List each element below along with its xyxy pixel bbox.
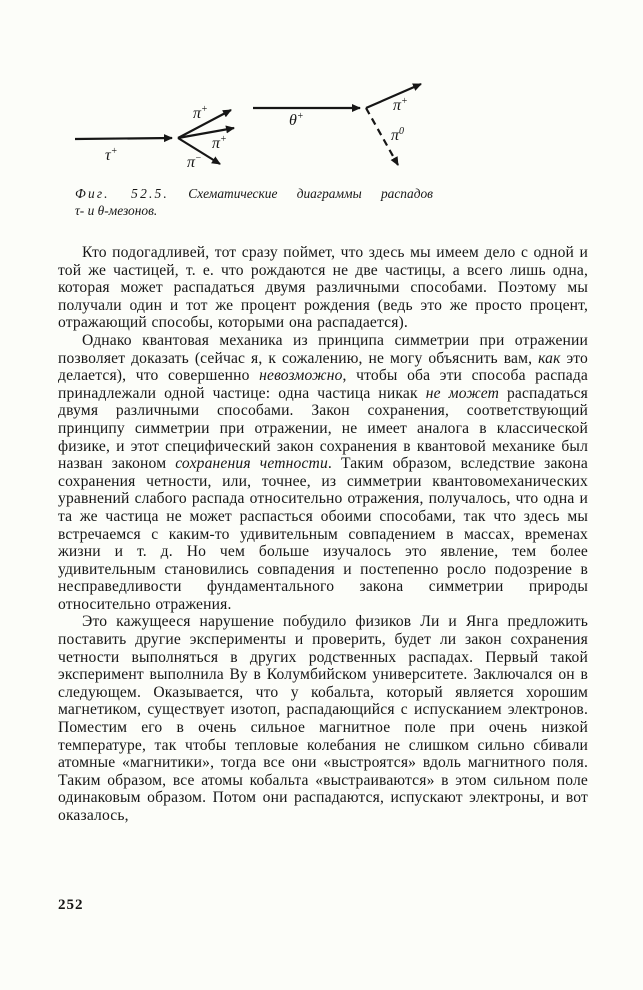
tau-plus-label: τ+ (105, 146, 118, 164)
figure-number: Фиг. 52.5. (75, 186, 169, 201)
text-run: . Таким образом, вследствие закона сохранения четности, или, точнее, из симметрии квантовомеханических уравнений слабого распада относительно отражения, получалось, что одна и та же частица не может распасться обоими способами, так что здесь мы встречаемся с каким-то удивительным совпадением в массах, временах жизни и т. д. Но чем больше изучалось это явление, тем более удивительным становились совпадения и постепенно росло подозрение в несправедливости фундаментального закона симметрии природы относительно отражения. (58, 455, 588, 613)
body-text (58, 244, 588, 825)
figure-caption-text: Схематические диаграммы распадов (188, 186, 433, 201)
italic-text-run: сохранения четности (175, 455, 328, 473)
paragraph (58, 244, 588, 332)
page-number: 252 (58, 897, 84, 913)
text-run: Однако квантовая механика из принципа симметрии при отражении позволяет доказать (сейчас я, к сожалению, не могу объяснить вам, (58, 331, 588, 367)
pi-plus-mid-label: π+ (212, 134, 227, 152)
text-run: Это кажущееся нарушение побудило физиков Ли и Янга предложить поставить другие эксперименты и проверить, будет ли закон сохранения четности выполняться в других родственных распадах. Первый такой эксперимент выполнила Ву в Колумбийском университете. Заключался он в следующем. Оказывается, что у кобальта, который является хорошим магнетиком, существует изотоп, распадающийся с испусканием электронов. Поместим его в очень сильное магнитное поле при очень низкой температуре, так чтобы тепловые колебания не слишком сильно сбивали атомные «магнитики», тогда все они «выстроятся» вдоль магнитного поля. Таким образом, все атомы кобальта «выстраиваются» в этом сильном поле одинаковым образом. Потом они распадаются, испускают электроны, и вот оказалось, (58, 613, 588, 824)
pi-plus-right-label: π+ (393, 96, 408, 114)
figure-caption-line1 (75, 186, 433, 203)
pi-minus-label: π− (187, 153, 202, 171)
text-run: это делается), что совершенно (58, 349, 588, 385)
italic-text-run: не может (425, 384, 499, 402)
italic-text-run: невозможно (259, 367, 343, 385)
theta-plus-label: θ+ (289, 111, 304, 129)
paragraph (58, 332, 588, 614)
tau-incoming-arrow (75, 138, 172, 139)
italic-text-run: как (538, 349, 561, 367)
text-run: распадаться двумя различными способами. Закон сохранения, соответствующий принципу симметрии при отражении, не имеет аналога в классической физике, и этот специфический закон сохранения в квантовой механике был назван законом (58, 384, 588, 473)
paragraph (58, 613, 588, 824)
figure-caption-line2: τ- и θ-мезонов. (75, 202, 158, 218)
figure-caption (75, 186, 433, 219)
text-run: , чтобы оба эти способа распада принадлежали одной частице: одна частица никак (58, 367, 588, 402)
decay-diagrams-figure (55, 78, 455, 190)
pi-zero-label: $\pi^0$ (391, 126, 405, 144)
text-run: Кто подогадливей, тот сразу поймет, что здесь мы имеем дело с одной и той же частицей, т. е. что рождаются не две частицы, а всего лишь одна, которая может распадаться двумя различными способами. Поэтому мы получали один и тот же процент рождения (ведь это же просто процент, отражающий способы, которыми она распадается). (58, 244, 588, 332)
pi-plus-top-label: π+ (193, 104, 208, 122)
tau-decay-diagram (75, 110, 234, 164)
